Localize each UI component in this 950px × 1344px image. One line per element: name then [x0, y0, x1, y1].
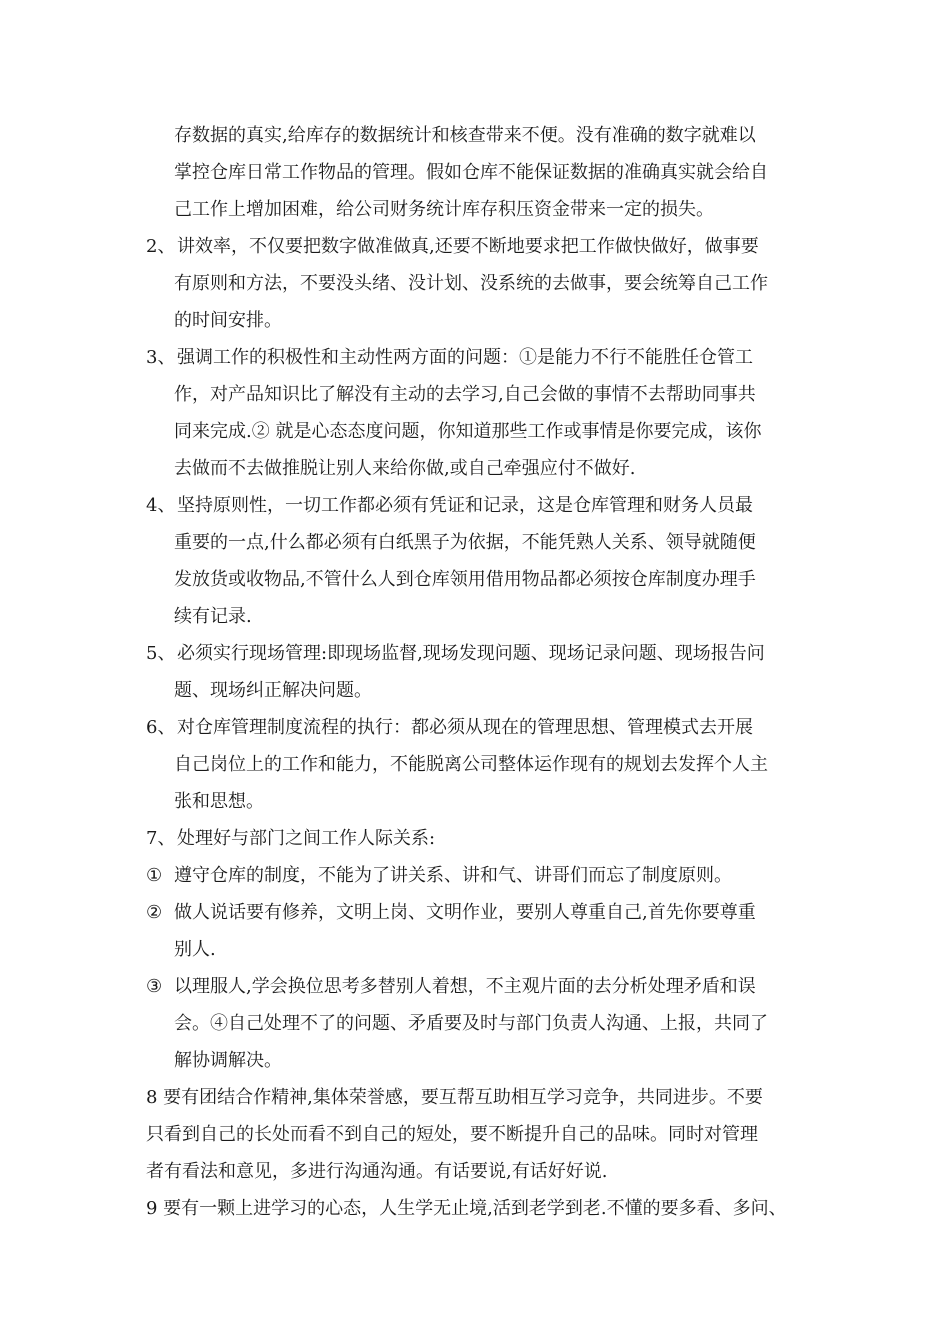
text-line: 作，对产品知识比了解没有主动的去学习,自己会做的事情不去帮助同事共	[174, 384, 756, 405]
item-number: 2、	[146, 236, 176, 257]
sub-item-number: ①	[146, 865, 163, 886]
text-line: 掌控仓库日常工作物品的管理。假如仓库不能保证数据的准确真实就会给自	[174, 162, 768, 183]
item-number: 3、	[146, 347, 176, 368]
text-line: 自己岗位上的工作和能力，不能脱离公司整体运作现有的规划去发挥个人主	[174, 754, 768, 775]
text-line: 的时间安排。	[174, 310, 282, 331]
text-line: 必须实行现场管理:即现场监督,现场发现问题、现场记录问题、现场报告问	[177, 643, 765, 664]
text-line: 讲效率，不仅要把数字做准做真,还要不断地要求把工作做快做好，做事要	[177, 236, 759, 257]
text-line: 重要的一点,什么都必须有白纸黑子为依据，不能凭熟人关系、领导就随便	[174, 532, 756, 553]
text-line: 8 要有团结合作精神,集体荣誉感，要互帮互助相互学习竞争，共同进步。不要	[146, 1087, 763, 1108]
text-line: 题、现场纠正解决问题。	[174, 680, 372, 701]
text-line: 解协调解决。	[174, 1050, 282, 1071]
text-line: 者有看法和意见，多进行沟通沟通。有话要说,有话好好说.	[146, 1161, 608, 1182]
text-line: 同来完成.② 就是心态态度问题，你知道那些工作或事情是你要完成，该你	[174, 421, 762, 442]
item-number: 5、	[146, 643, 176, 664]
text-line: 续有记录.	[174, 606, 252, 627]
text-line: 去做而不去做推脱让别人来给你做,或自己牵强应付不做好.	[174, 458, 636, 479]
text-line: 存数据的真实,给库存的数据统计和核查带来不便。没有准确的数字就难以	[174, 125, 756, 146]
sub-item-number: ②	[146, 902, 163, 923]
text-line: 己工作上增加困难，给公司财务统计库存积压资金带来一定的损失。	[174, 199, 714, 220]
item-number: 4、	[146, 495, 176, 516]
text-line: 9 要有一颗上进学习的心态，人生学无止境,活到老学到老.不懂的要多看、多问、	[146, 1198, 787, 1219]
text-line: 做人说话要有修养，文明上岗、文明作业，要别人尊重自己,首先你要尊重	[174, 902, 756, 923]
text-line: 有原则和方法，不要没头绪、没计划、没系统的去做事，要会统筹自己工作	[174, 273, 768, 294]
text-line: 对仓库管理制度流程的执行：都必须从现在的管理思想、管理模式去开展	[177, 717, 753, 738]
item-number: 6、	[146, 717, 176, 738]
text-line: 遵守仓库的制度，不能为了讲关系、讲和气、讲哥们而忘了制度原则。	[174, 865, 732, 886]
text-line: 坚持原则性，一切工作都必须有凭证和记录，这是仓库管理和财务人员最	[177, 495, 753, 516]
sub-item-number: ③	[146, 976, 163, 997]
text-line: 会。④自己处理不了的问题、矛盾要及时与部门负责人沟通、上报，共同了	[174, 1013, 768, 1034]
text-line: 发放货或收物品,不管什么人到仓库领用借用物品都必须按仓库制度办理手	[174, 569, 756, 590]
text-line: 别人.	[174, 939, 216, 960]
text-line: 处理好与部门之间工作人际关系:	[177, 828, 436, 849]
text-line: 以理服人,学会换位思考多替别人着想，不主观片面的去分析处理矛盾和误	[174, 976, 756, 997]
text-line: 强调工作的积极性和主动性两方面的问题：①是能力不行不能胜任仓管工	[177, 347, 753, 368]
item-number: 7、	[146, 828, 176, 849]
text-line: 张和思想。	[174, 791, 264, 812]
text-line: 只看到自己的长处而看不到自己的短处，要不断提升自己的品味。同时对管理	[146, 1124, 758, 1145]
